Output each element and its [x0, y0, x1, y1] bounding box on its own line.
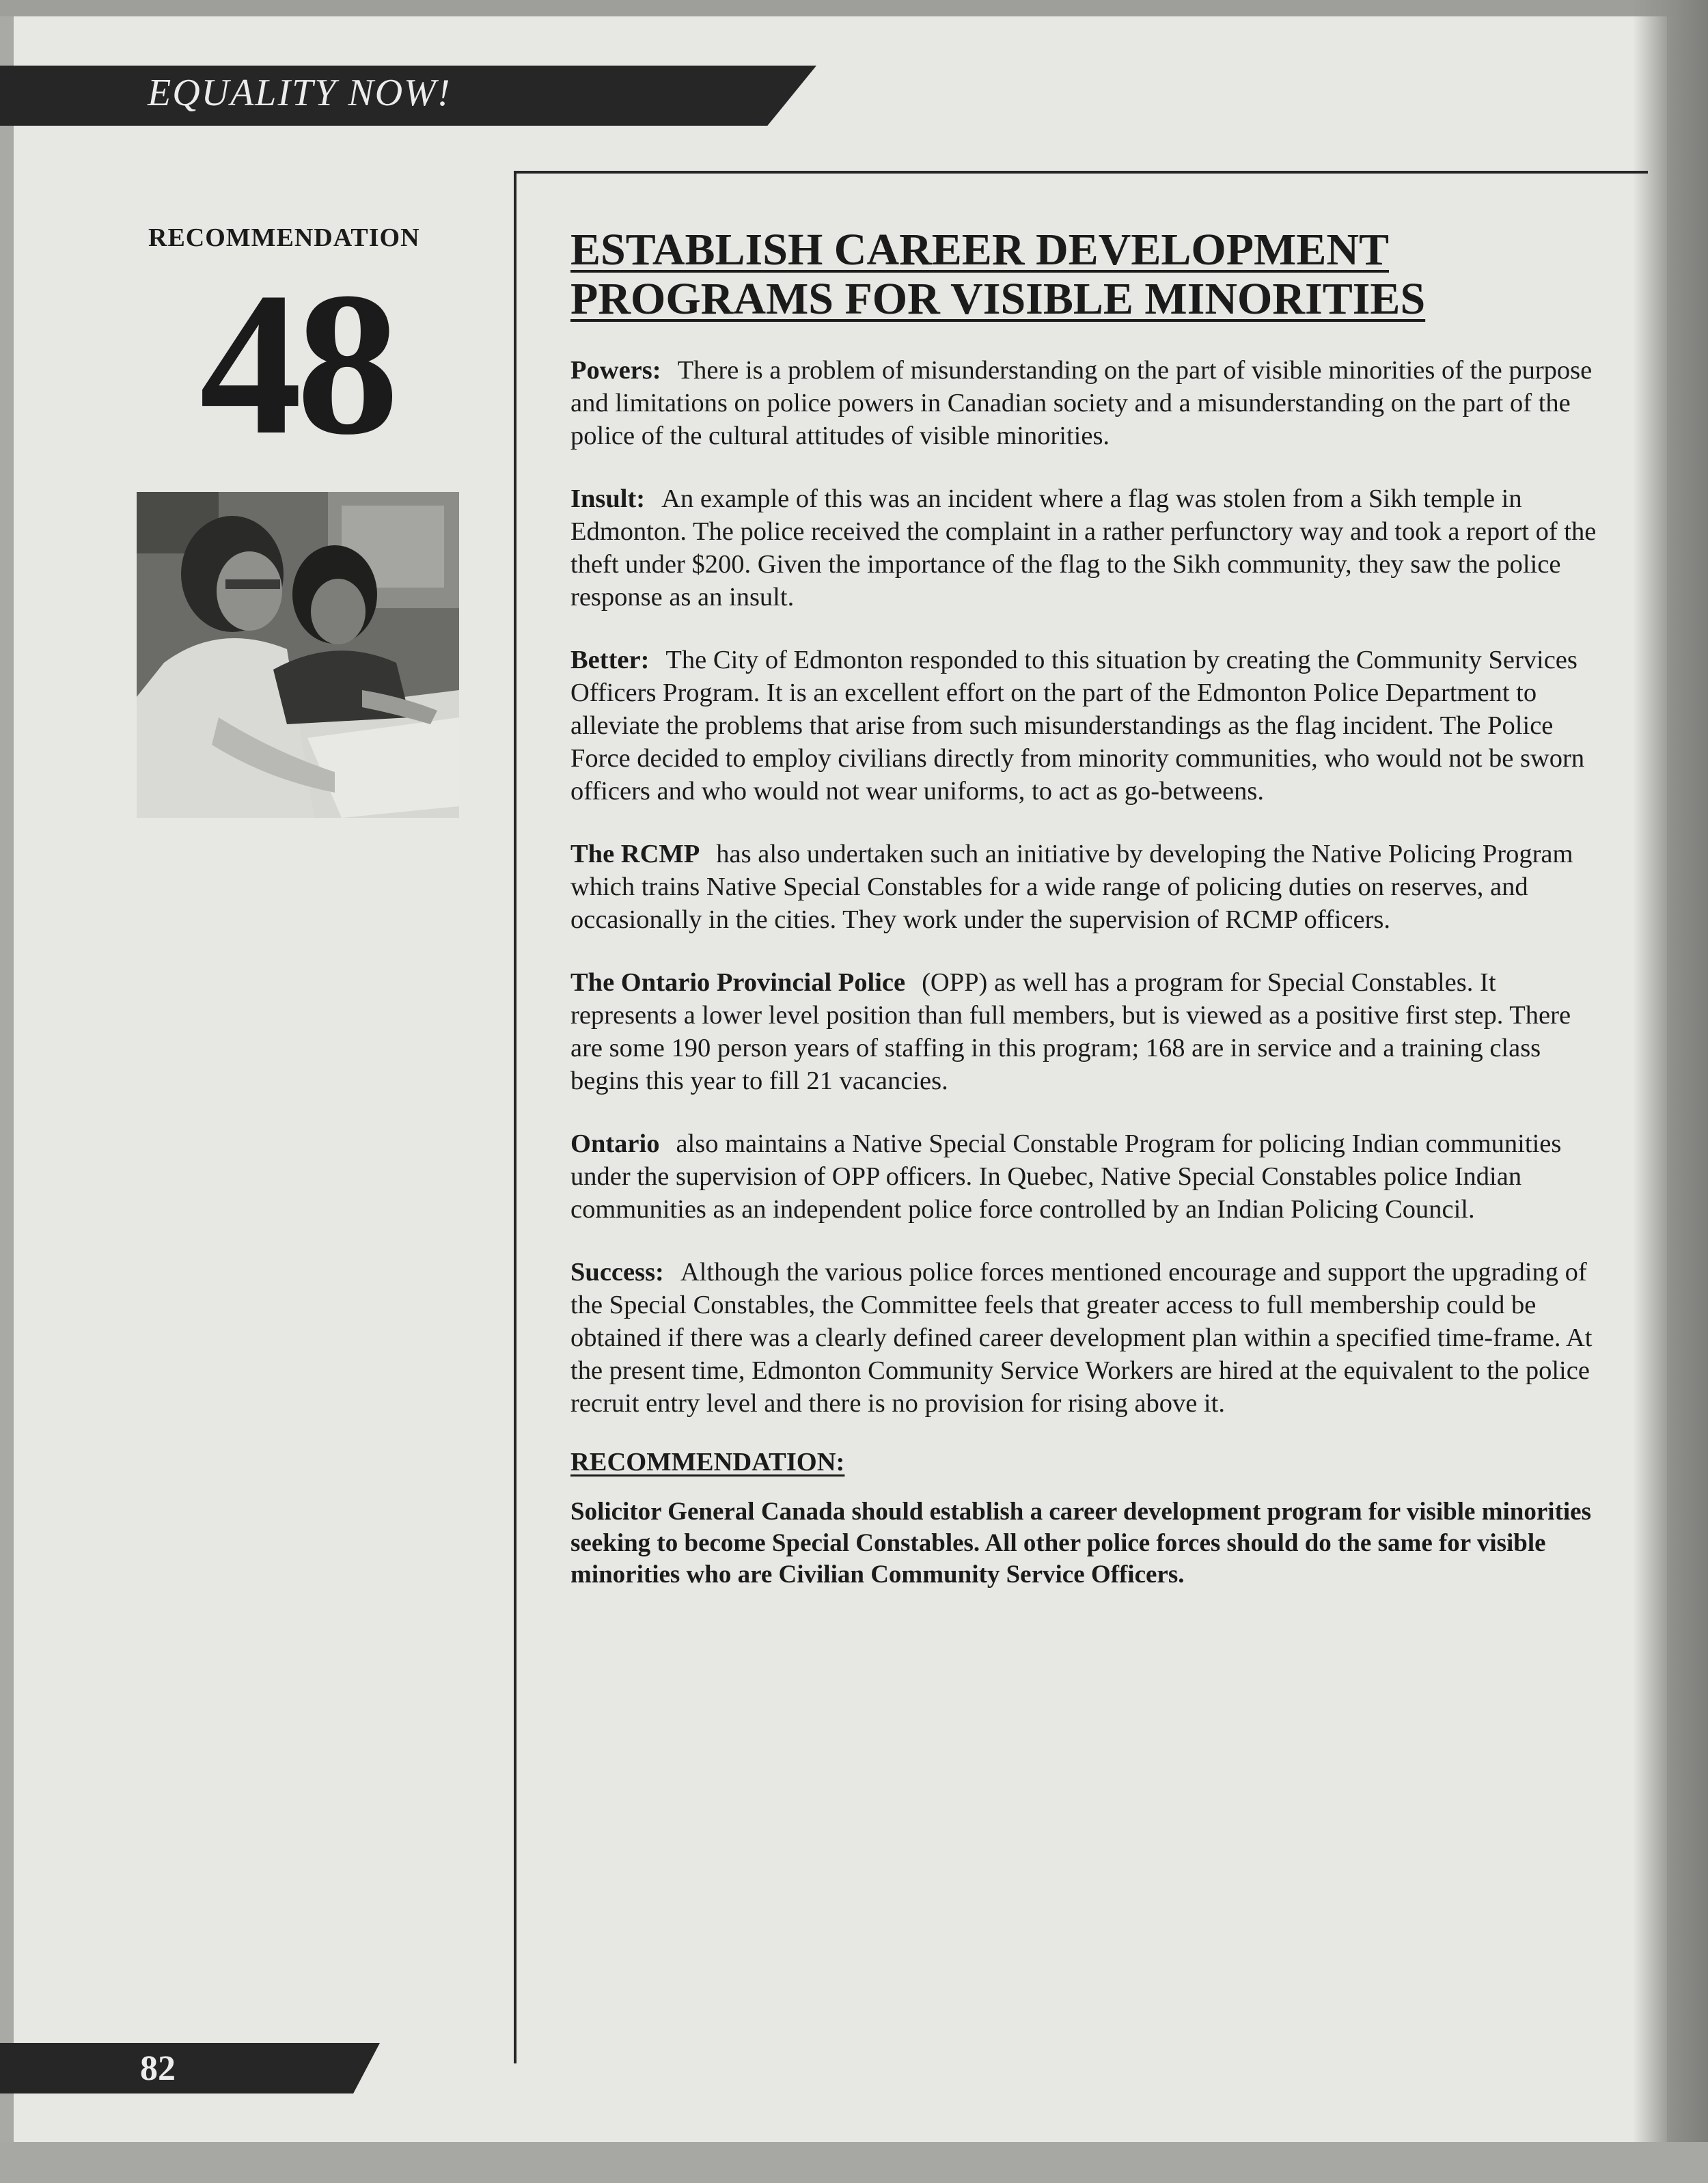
recommendation-text: Solicitor General Canada should establish a career development program for visible minorities seeking to become Special Constables. All other police forces should do the same for visible minorities who are Civilian Community Service Officers. — [570, 1498, 1592, 1589]
photo-illustration — [137, 492, 459, 818]
article-title-line-1: ESTABLISH CAREER DEVELOPMENT — [570, 225, 1390, 275]
paragraph-lead: The RCMP — [570, 840, 700, 868]
paragraph-text: There is a problem of misunderstanding on the part of visible minorities of the purpose and limitations on police powers in Canadian society and a misunderstanding on the part of the police of the cultural attitudes of visible minorities. — [570, 356, 1593, 450]
paragraph-powers — [570, 354, 1602, 452]
top-rule — [514, 171, 1648, 174]
recommendation-label: RECOMMENDATION — [148, 223, 420, 252]
recommendation-number: 48 — [199, 250, 394, 477]
paragraph-text: Although the various police forces mentioned encourage and support the upgrading of the Special Constables, the Committee feels that greater access to full membership could be obtained if there was a clearly defined career development plan within a specified time-frame. At the present time, Edmonton Community Service Workers are hired at the equivalent to the police recruit entry level and there is no provision for rising above it. — [570, 1258, 1593, 1418]
scan-bottom-edge — [0, 2142, 1708, 2183]
paragraph-text: An example of this was an incident where a flag was stolen from a Sikh temple in Edmonton. The police received the complaint in a rather perfunctory way and took a report of the theft under $200. Given the importance of the flag to the Sikh community, they saw the police response as an insult. — [570, 484, 1597, 612]
paragraph-text: (OPP) as well has a program for Special Constables. It represents a lower level position than full members, but is viewed as a positive first step. There are some 190 person years of staffing in this program; 168 are in service and a training class begins this year to fill 21 vacancies. — [570, 968, 1571, 1095]
page-number: 82 — [140, 2049, 176, 2088]
paragraph-rcmp — [570, 838, 1602, 936]
photo-two-women-studying — [137, 492, 459, 818]
paragraph-ontario — [570, 1127, 1602, 1226]
paragraph-lead: Insult: — [570, 484, 646, 513]
article-body — [570, 225, 1602, 1591]
paragraph-opp — [570, 966, 1602, 1097]
paragraph-text: The City of Edmonton responded to this situation by creating the Community Services Officers Program. It is an excellent effort on the part of the Edmonton Police Department to alleviate the problems that arise from such misunderstandings as the flag incident. The Police Force decided to employ civilians directly from minority communities, who would not be sworn officers and who would not wear uniforms, to act as go-betweens. — [570, 646, 1585, 806]
paragraph-text: has also undertaken such an initiative by developing the Native Policing Program which trains Native Special Constables for a wide range of policing duties on reserves, and occasionally in the cities. They work under the supervision of RCMP officers. — [570, 840, 1573, 934]
column-rule — [514, 171, 516, 2063]
paragraph-lead: Success: — [570, 1258, 664, 1287]
paragraph-lead: Better: — [570, 646, 650, 674]
page-number-tab — [0, 2043, 380, 2093]
paragraph-lead: The Ontario Provincial Police — [570, 968, 906, 997]
paragraph-success — [570, 1256, 1602, 1420]
paragraph-insult — [570, 482, 1602, 614]
article-title — [570, 225, 1602, 324]
binding-shadow — [1633, 0, 1708, 2183]
paragraph-lead: Powers: — [570, 356, 661, 385]
paragraph-better — [570, 644, 1602, 808]
article-title-line-2: PROGRAMS FOR VISIBLE MINORITIES — [570, 274, 1426, 324]
paragraph-text: also maintains a Native Special Constable Program for policing Indian communities under the supervision of OPP officers. In Quebec, Native Special Constables police Indian communities as an independent police force controlled by an Indian Policing Council. — [570, 1129, 1562, 1224]
scan-top-edge — [0, 0, 1708, 16]
recommendation-heading: RECOMMENDATION: — [570, 1448, 845, 1477]
paragraph-lead: Ontario — [570, 1129, 660, 1158]
banner-title: EQUALITY NOW! — [148, 72, 452, 114]
